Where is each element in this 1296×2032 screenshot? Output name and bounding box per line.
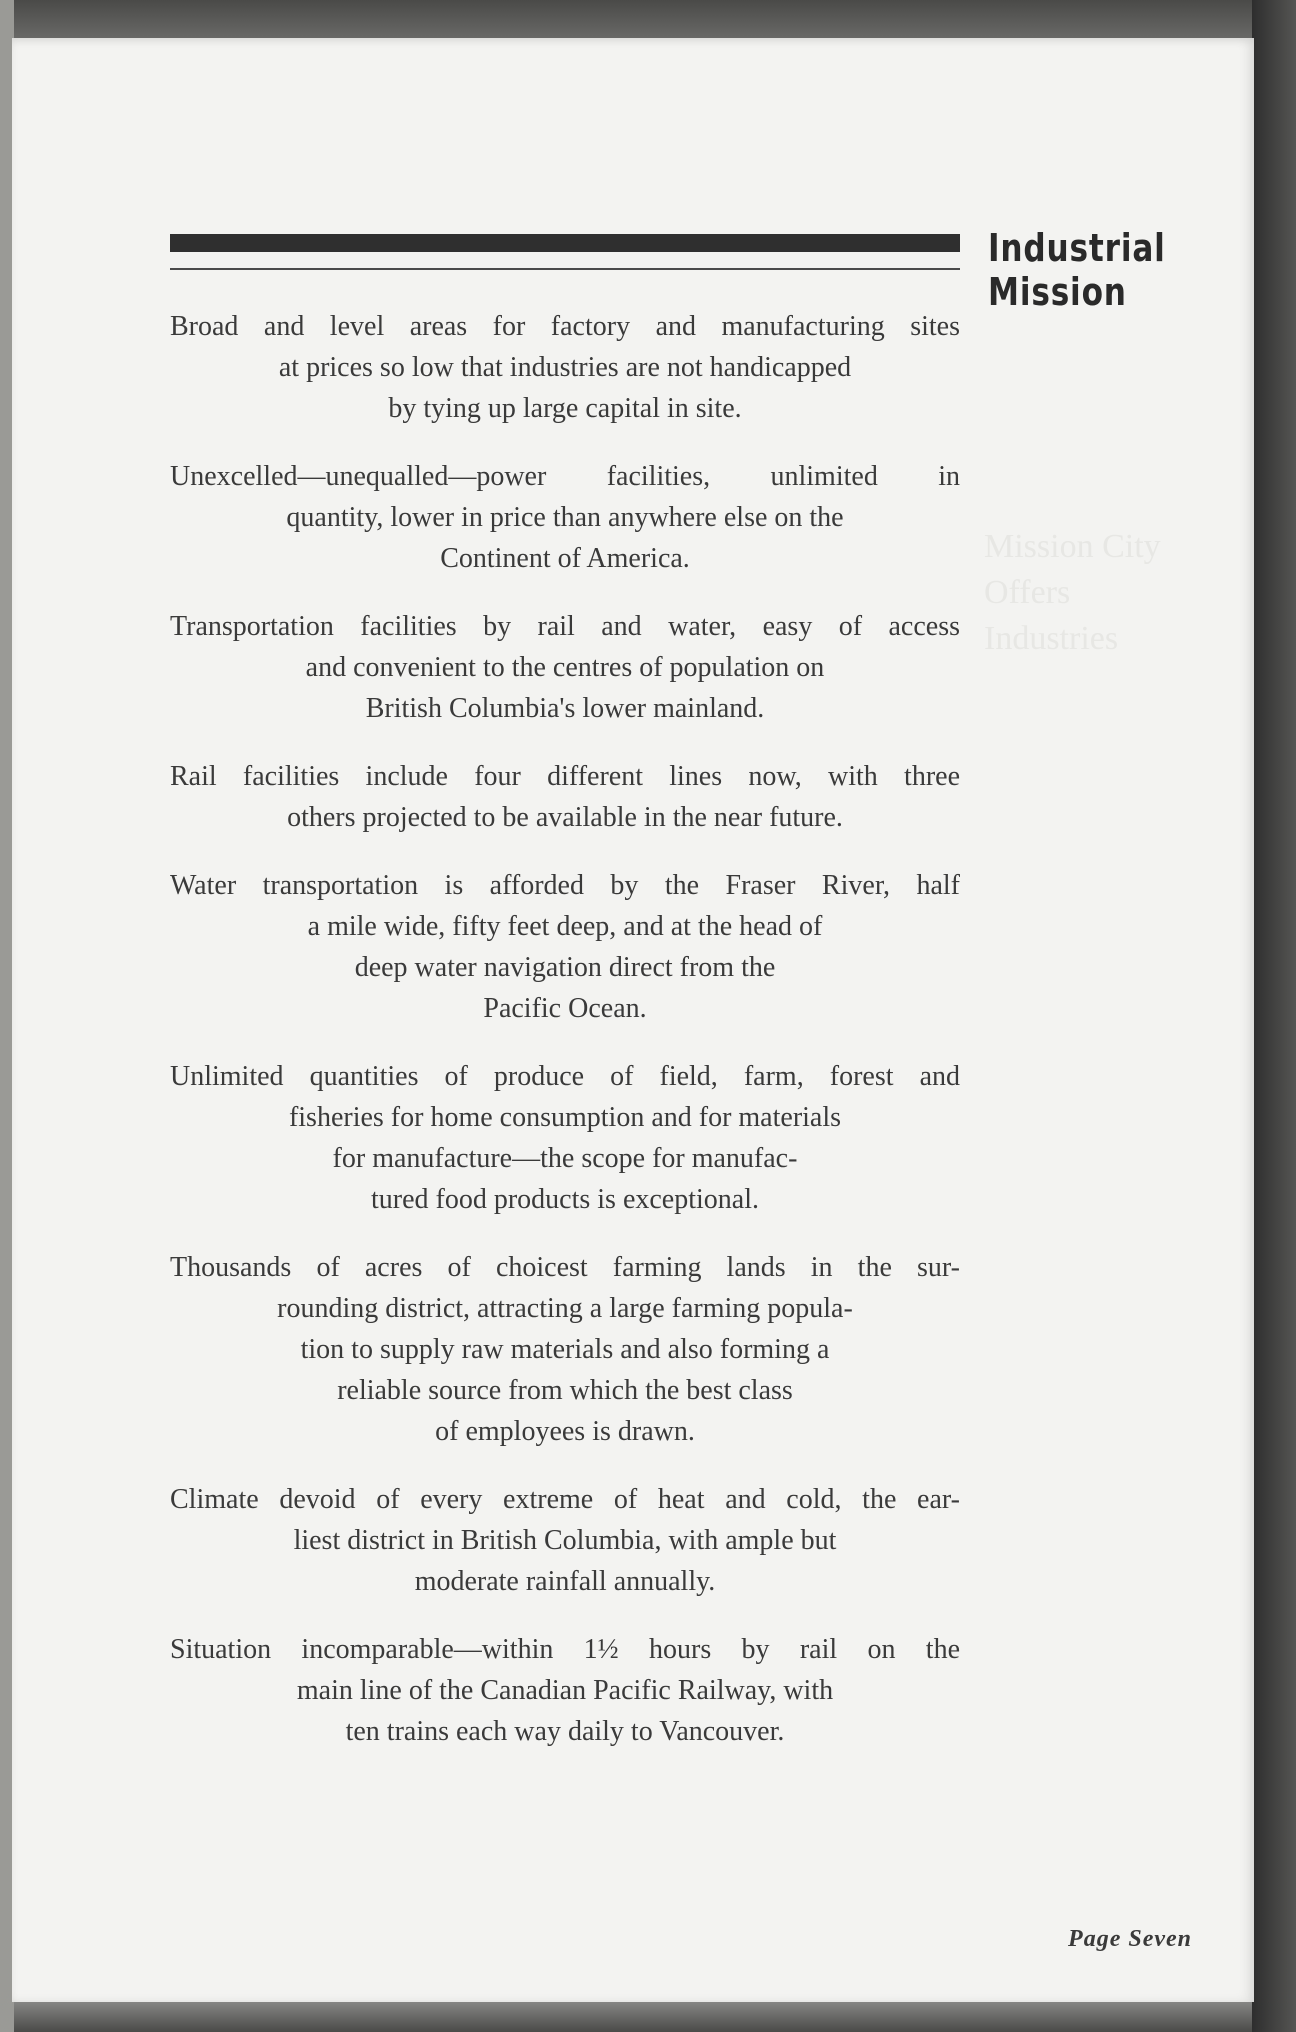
- watermark-line: Industries: [984, 620, 1119, 657]
- text-line: Situation incomparable—within 1½ hours by rail on the: [170, 1634, 960, 1665]
- text-line: Continent of America.: [440, 543, 690, 574]
- paragraph-situation: [170, 1629, 960, 1752]
- text-line: tured food products is exceptional.: [370, 1184, 759, 1215]
- paragraph-water: [170, 865, 960, 1029]
- watermark-line: Offers: [984, 574, 1071, 611]
- text-line: liest district in British Columbia, with ample but: [293, 1525, 837, 1556]
- text-line: for manufacture—the scope for manufac-: [332, 1143, 798, 1174]
- header-rule-thick: [170, 234, 960, 252]
- text-line: Thousands of acres of choicest farming lands in the sur-: [170, 1252, 960, 1283]
- text-line: deep water navigation direct from the: [354, 952, 776, 983]
- paragraph-rail: [170, 756, 960, 838]
- scan-border-bottom: [0, 2000, 1296, 2032]
- paragraph-power: [170, 456, 960, 579]
- paragraph-climate: [170, 1479, 960, 1602]
- text-line: Climate devoid of every extreme of heat and cold, the ear-: [170, 1484, 960, 1515]
- paragraph-transportation: [170, 606, 960, 729]
- document-page: [12, 38, 1254, 2002]
- header-rule-thin: [170, 268, 960, 270]
- page-number: Page Seven: [1068, 1926, 1192, 1952]
- paragraph-farming: [170, 1247, 960, 1452]
- watermark-line: Mission City: [984, 528, 1161, 565]
- text-line: at prices so low that industries are not handicapped: [278, 352, 852, 383]
- text-line: by tying up large capital in site.: [388, 393, 742, 424]
- text-line: British Columbia's lower mainland.: [365, 693, 765, 724]
- text-line: quantity, lower in price than anywhere else on the: [286, 502, 844, 533]
- text-line: Unlimited quantities of produce of field, farm, forest and: [170, 1061, 960, 1092]
- paragraph-produce: [170, 1056, 960, 1220]
- sidebar-heading: [988, 226, 1177, 314]
- body-text-column: [170, 306, 960, 1779]
- text-line: reliable source from which the best class: [337, 1375, 793, 1406]
- text-line: Unexcelled—unequalled—power facilities, unlimited in: [170, 461, 960, 492]
- text-line: of employees is drawn.: [435, 1416, 695, 1447]
- text-line: and convenient to the centres of population on: [305, 652, 825, 683]
- scan-border-right: [1252, 0, 1296, 2032]
- text-line: moderate rainfall annually.: [414, 1566, 716, 1597]
- text-line: Water transportation is afforded by the Fraser River, half: [170, 870, 960, 901]
- text-line: fisheries for home consumption and for materials: [288, 1102, 842, 1133]
- text-line: rounding district, attracting a large farming popula-: [277, 1293, 853, 1324]
- paragraph-factory-sites: [170, 306, 960, 429]
- scan-border-top: [0, 0, 1296, 40]
- text-line: ten trains each way daily to Vancouver.: [345, 1716, 785, 1747]
- text-line: Rail facilities include four different lines now, with three: [170, 761, 960, 792]
- sidebar-heading-line: Mission: [988, 270, 1127, 314]
- faint-watermark-text: [984, 524, 1244, 662]
- text-line: Transportation facilities by rail and water, easy of access: [170, 611, 960, 642]
- text-line: Pacific Ocean.: [483, 993, 647, 1024]
- text-line: others projected to be available in the near future.: [287, 802, 843, 833]
- text-line: main line of the Canadian Pacific Railway, with: [296, 1675, 834, 1706]
- text-line: a mile wide, fifty feet deep, and at the head of: [307, 911, 823, 942]
- text-line: tion to supply raw materials and also forming a: [300, 1334, 830, 1365]
- text-line: Broad and level areas for factory and manufacturing sites: [170, 311, 960, 342]
- sidebar-heading-line: Industrial: [988, 226, 1166, 270]
